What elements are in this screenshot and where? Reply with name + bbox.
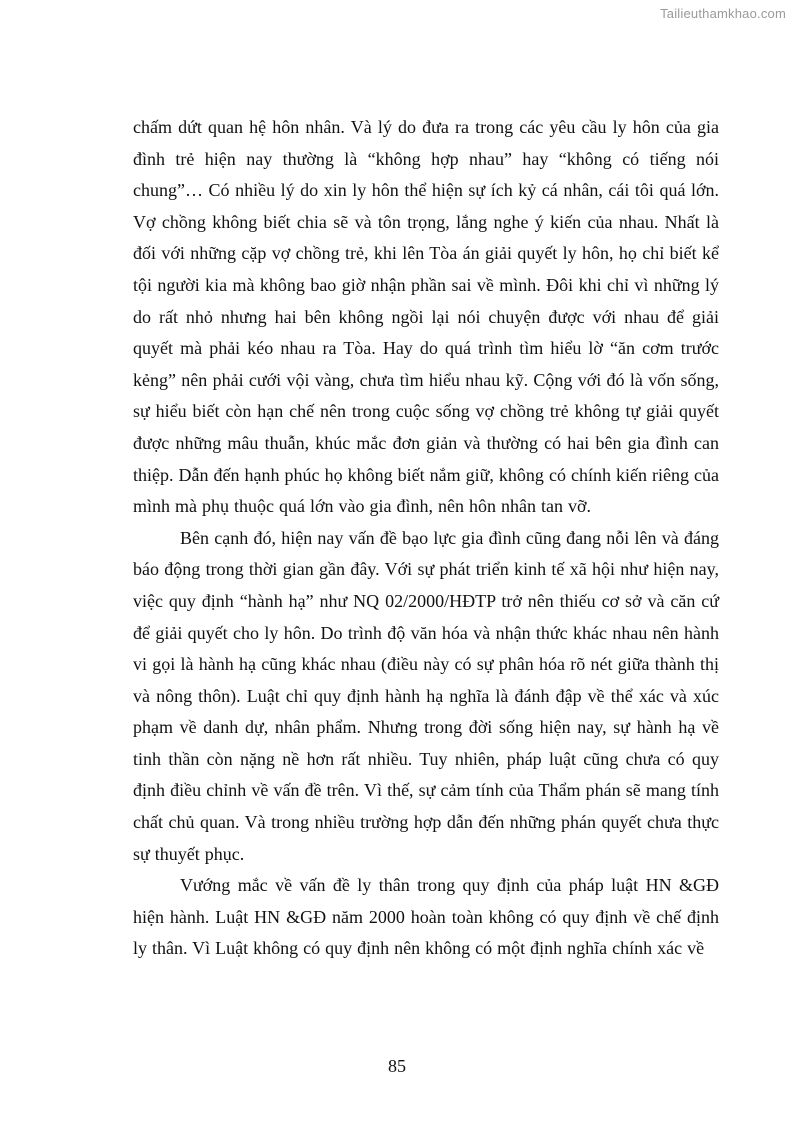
paragraph-domestic-violence: Bên cạnh đó, hiện nay vấn đề bạo lực gia đình cũng đang nỗi lên và đáng báo động trong thời gian gần đây. Với sự phát triển kinh tế xã hội như hiện nay, việc quy định “hành hạ” như NQ 02/2000/HĐTP trở nên thiếu cơ sở và căn cứ để giải quyết cho ly hôn. Do trình độ văn hóa và nhận thức khác nhau nên hành vi gọi là hành hạ cũng khác nhau (điều này có sự phân hóa rõ nét giữa thành thị và nông thôn). Luật chỉ quy định hành hạ nghĩa là đánh đập về thể xác và xúc phạm về danh dự, nhân phẩm. Nhưng trong đời sống hiện nay, sự hành hạ về tinh thần còn nặng nề hơn rất nhiều. Tuy nhiên, pháp luật cũng chưa có quy định điều chỉnh về vấn đề trên. Vì thế, sự cảm tính của Thẩm phán sẽ mang tính chất chủ quan. Và trong nhiều trường hợp dẫn đến những phán quyết chưa thực sự thuyết phục. — [133, 527, 719, 864]
page-number: 85 — [388, 1056, 406, 1076]
document-body — [133, 112, 719, 965]
site-watermark: Tailieuthamkhao.com — [660, 6, 786, 21]
paragraph-continuation: chấm dứt quan hệ hôn nhân. Và lý do đưa ra trong các yêu cầu ly hôn của gia đình trẻ hiện nay thường là “không hợp nhau” hay “không có tiếng nói chung”… Có nhiều lý do xin ly hôn thể hiện sự ích kỷ cá nhân, cái tôi quá lớn. Vợ chồng không biết chia sẽ và tôn trọng, lắng nghe ý kiến của nhau. Nhất là đối với những cặp vợ chồng trẻ, khi lên Tòa án giải quyết ly hôn, họ chỉ biết kể tội người kia mà không bao giờ nhận phần sai về mình. Đôi khi chỉ vì những lý do rất nhỏ nhưng hai bên không ngồi lại nói chuyện được với nhau để giải quyết mà phải kéo nhau ra Tòa. Hay do quá trình tìm hiểu lờ “ăn cơm trước kẻng” nên phải cưới vội vàng, chưa tìm hiểu nhau kỹ. Cộng với đó là vốn sống, sự hiểu biết còn hạn chế nên trong cuộc sống vợ chồng trẻ không tự giải quyết được những mâu thuẫn, khúc mắc đơn giản và thường có hai bên gia đình can thiệp. Dẫn đến hạnh phúc họ không biết nắm giữ, không có chính kiến riêng của mình mà phụ thuộc quá lớn vào gia đình, nên hôn nhân tan vỡ. — [133, 117, 719, 517]
paragraph-separation: Vướng mắc về vấn đề ly thân trong quy định của pháp luật HN &GĐ hiện hành. Luật HN &GĐ năm 2000 hoàn toàn không có quy định về chế định ly thân. Vì Luật không có quy định nên không có một định nghĩa chính xác về — [133, 875, 719, 959]
